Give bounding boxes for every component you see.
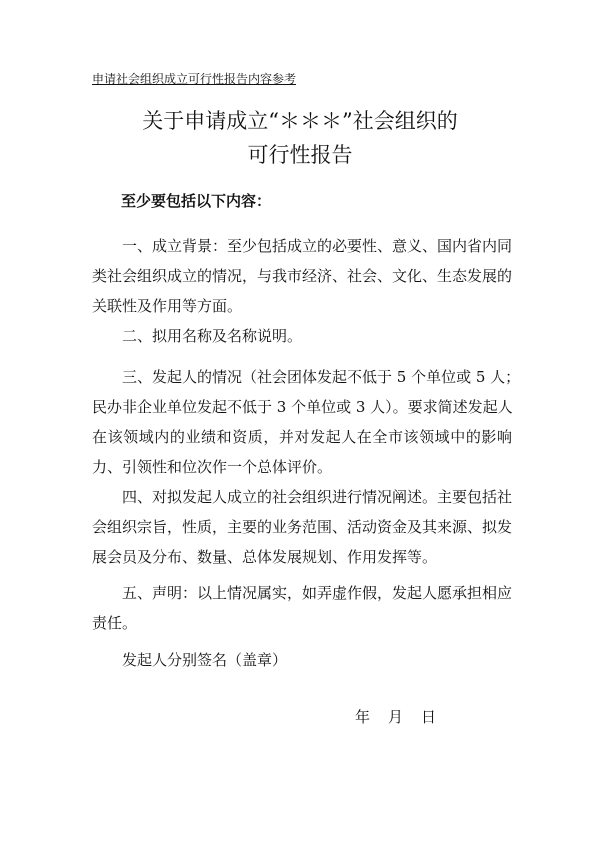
paragraph-declaration — [92, 578, 512, 638]
paragraph-line: 关联性及作用等方面。 — [92, 297, 243, 315]
paragraph-initiators — [92, 362, 521, 482]
header-note: 申请社会组织成立可行性报告内容参考 — [92, 72, 297, 86]
paragraph-line: 三、发起人的情况（社会团体发起不低于 5 个单位或 5 人； — [122, 368, 521, 386]
paragraph-line: 五、声明：以上情况属实，如弄虚作假，发起人愿承担相应 — [122, 584, 513, 602]
date-month: 月 — [388, 708, 404, 726]
paragraph-line: 展会员及分布、数量、总体发展规划、作用发挥等。 — [92, 548, 438, 566]
paragraph-name — [92, 321, 512, 351]
date-line — [355, 706, 436, 728]
date-year: 年 — [355, 708, 371, 726]
paragraph-line: 类社会组织成立的情况，与我市经济、社会、文化、生态发展的 — [92, 267, 513, 285]
paragraph-line: 责任。 — [92, 614, 138, 632]
title-line-1: 关于申请成立“＊＊＊”社会组织的 — [142, 109, 458, 133]
paragraph-signature — [92, 645, 512, 675]
paragraph-line: 一、成立背景：至少包括成立的必要性、意义、国内省内同 — [122, 237, 513, 255]
paragraph-line: 会组织宗旨，性质，主要的业务范围、活动资金及其来源、拟发 — [92, 518, 513, 536]
date-day: 日 — [421, 708, 437, 726]
subheading: 至少要包括以下内容： — [121, 192, 272, 210]
paragraph-line: 在该领域内的业绩和资质，并对发起人在全市该领域中的影响 — [92, 428, 512, 446]
paragraph-line: 二、拟用名称及名称说明。 — [122, 327, 303, 345]
paragraph-organization — [92, 482, 512, 572]
paragraph-line: 发起人分别签名（盖章） — [122, 651, 288, 669]
title-line-2: 可行性报告 — [247, 143, 353, 167]
paragraph-line: 民办非企业单位发起不低于 3 个单位或 3 人）。要求简述发起人 — [92, 398, 513, 416]
paragraph-line: 力、引领性和位次作一个总体评价。 — [92, 458, 333, 476]
paragraph-background — [92, 231, 512, 321]
paragraph-line: 四、对拟发起人成立的社会组织进行情况阐述。主要包括社 — [122, 488, 513, 506]
